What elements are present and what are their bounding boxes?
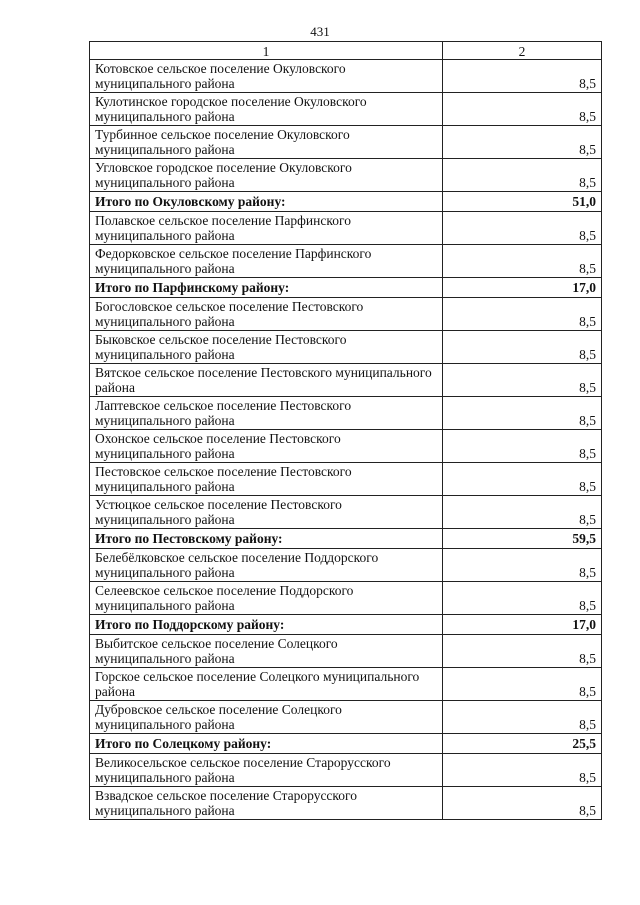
table-row: [90, 212, 602, 245]
column-header-1: 1: [90, 42, 443, 60]
settlement-name: Федорковское сельское поселение Парфинского муниципального района: [90, 245, 443, 278]
table-total-row: [90, 192, 602, 212]
table-row: [90, 298, 602, 331]
table-header-row: [90, 42, 602, 60]
settlement-value: 8,5: [443, 787, 602, 820]
table-row: [90, 331, 602, 364]
page-number: 431: [310, 24, 330, 39]
total-label: Итого по Пестовскому району:: [90, 529, 443, 549]
settlement-name: Дубровское сельское поселение Солецкого муниципального района: [90, 701, 443, 734]
settlement-value: 8,5: [443, 212, 602, 245]
total-label: Итого по Солецкому району:: [90, 734, 443, 754]
table-row: [90, 93, 602, 126]
settlement-value: 8,5: [443, 668, 602, 701]
settlement-value: 8,5: [443, 463, 602, 496]
table-row: [90, 430, 602, 463]
settlement-value: 8,5: [443, 60, 602, 93]
settlement-name: Котовское сельское поселение Окуловского муниципального района: [90, 60, 443, 93]
settlement-value: 8,5: [443, 126, 602, 159]
settlement-name: Пестовское сельское поселение Пестовского муниципального района: [90, 463, 443, 496]
settlement-name: Турбинное сельское поселение Окуловского муниципального района: [90, 126, 443, 159]
total-label: Итого по Окуловскому району:: [90, 192, 443, 212]
settlement-name: Устюцкое сельское поселение Пестовского муниципального района: [90, 496, 443, 529]
settlement-value: 8,5: [443, 397, 602, 430]
table-row: [90, 245, 602, 278]
settlement-name: Выбитское сельское поселение Солецкого муниципального района: [90, 635, 443, 668]
total-value: 25,5: [443, 734, 602, 754]
table-row: [90, 549, 602, 582]
settlement-value: 8,5: [443, 430, 602, 463]
total-value: 17,0: [443, 615, 602, 635]
total-value: 59,5: [443, 529, 602, 549]
table-row: [90, 787, 602, 820]
settlement-name: Кулотинское городское поселение Окуловского муниципального района: [90, 93, 443, 126]
settlement-value: 8,5: [443, 754, 602, 787]
table-body: [90, 60, 602, 820]
table-row: [90, 635, 602, 668]
settlement-value: 8,5: [443, 93, 602, 126]
table-row: [90, 582, 602, 615]
settlement-value: 8,5: [443, 364, 602, 397]
settlement-name: Великосельское сельское поселение Старорусского муниципального района: [90, 754, 443, 787]
settlement-name: Лаптевское сельское поселение Пестовского муниципального района: [90, 397, 443, 430]
table-total-row: [90, 529, 602, 549]
table-total-row: [90, 278, 602, 298]
total-value: 17,0: [443, 278, 602, 298]
table-row: [90, 463, 602, 496]
table-row: [90, 159, 602, 192]
total-label: Итого по Парфинскому району:: [90, 278, 443, 298]
column-header-2: 2: [443, 42, 602, 60]
allocation-table: [89, 41, 602, 820]
settlement-value: 8,5: [443, 582, 602, 615]
table-row: [90, 496, 602, 529]
settlement-name: Взвадское сельское поселение Старорусского муниципального района: [90, 787, 443, 820]
settlement-name: Горское сельское поселение Солецкого муниципального района: [90, 668, 443, 701]
settlement-name: Селеевское сельское поселение Поддорского муниципального района: [90, 582, 443, 615]
settlement-name: Белебёлковское сельское поселение Поддорского муниципального района: [90, 549, 443, 582]
table-total-row: [90, 615, 602, 635]
settlement-name: Быковское сельское поселение Пестовского муниципального района: [90, 331, 443, 364]
table-row: [90, 701, 602, 734]
settlement-value: 8,5: [443, 159, 602, 192]
settlement-name: Охонское сельское поселение Пестовского муниципального района: [90, 430, 443, 463]
table-row: [90, 754, 602, 787]
table-row: [90, 397, 602, 430]
total-value: 51,0: [443, 192, 602, 212]
table-row: [90, 60, 602, 93]
settlement-value: 8,5: [443, 635, 602, 668]
total-label: Итого по Поддорскому району:: [90, 615, 443, 635]
settlement-name: Угловское городское поселение Окуловского муниципального района: [90, 159, 443, 192]
settlement-name: Полавское сельское поселение Парфинского муниципального района: [90, 212, 443, 245]
table-row: [90, 668, 602, 701]
table-row: [90, 364, 602, 397]
settlement-value: 8,5: [443, 496, 602, 529]
settlement-value: 8,5: [443, 331, 602, 364]
settlement-value: 8,5: [443, 701, 602, 734]
settlement-value: 8,5: [443, 245, 602, 278]
settlement-name: Вятское сельское поселение Пестовского муниципального района: [90, 364, 443, 397]
settlement-value: 8,5: [443, 298, 602, 331]
settlement-name: Богословское сельское поселение Пестовского муниципального района: [90, 298, 443, 331]
settlement-value: 8,5: [443, 549, 602, 582]
table-row: [90, 126, 602, 159]
table-total-row: [90, 734, 602, 754]
